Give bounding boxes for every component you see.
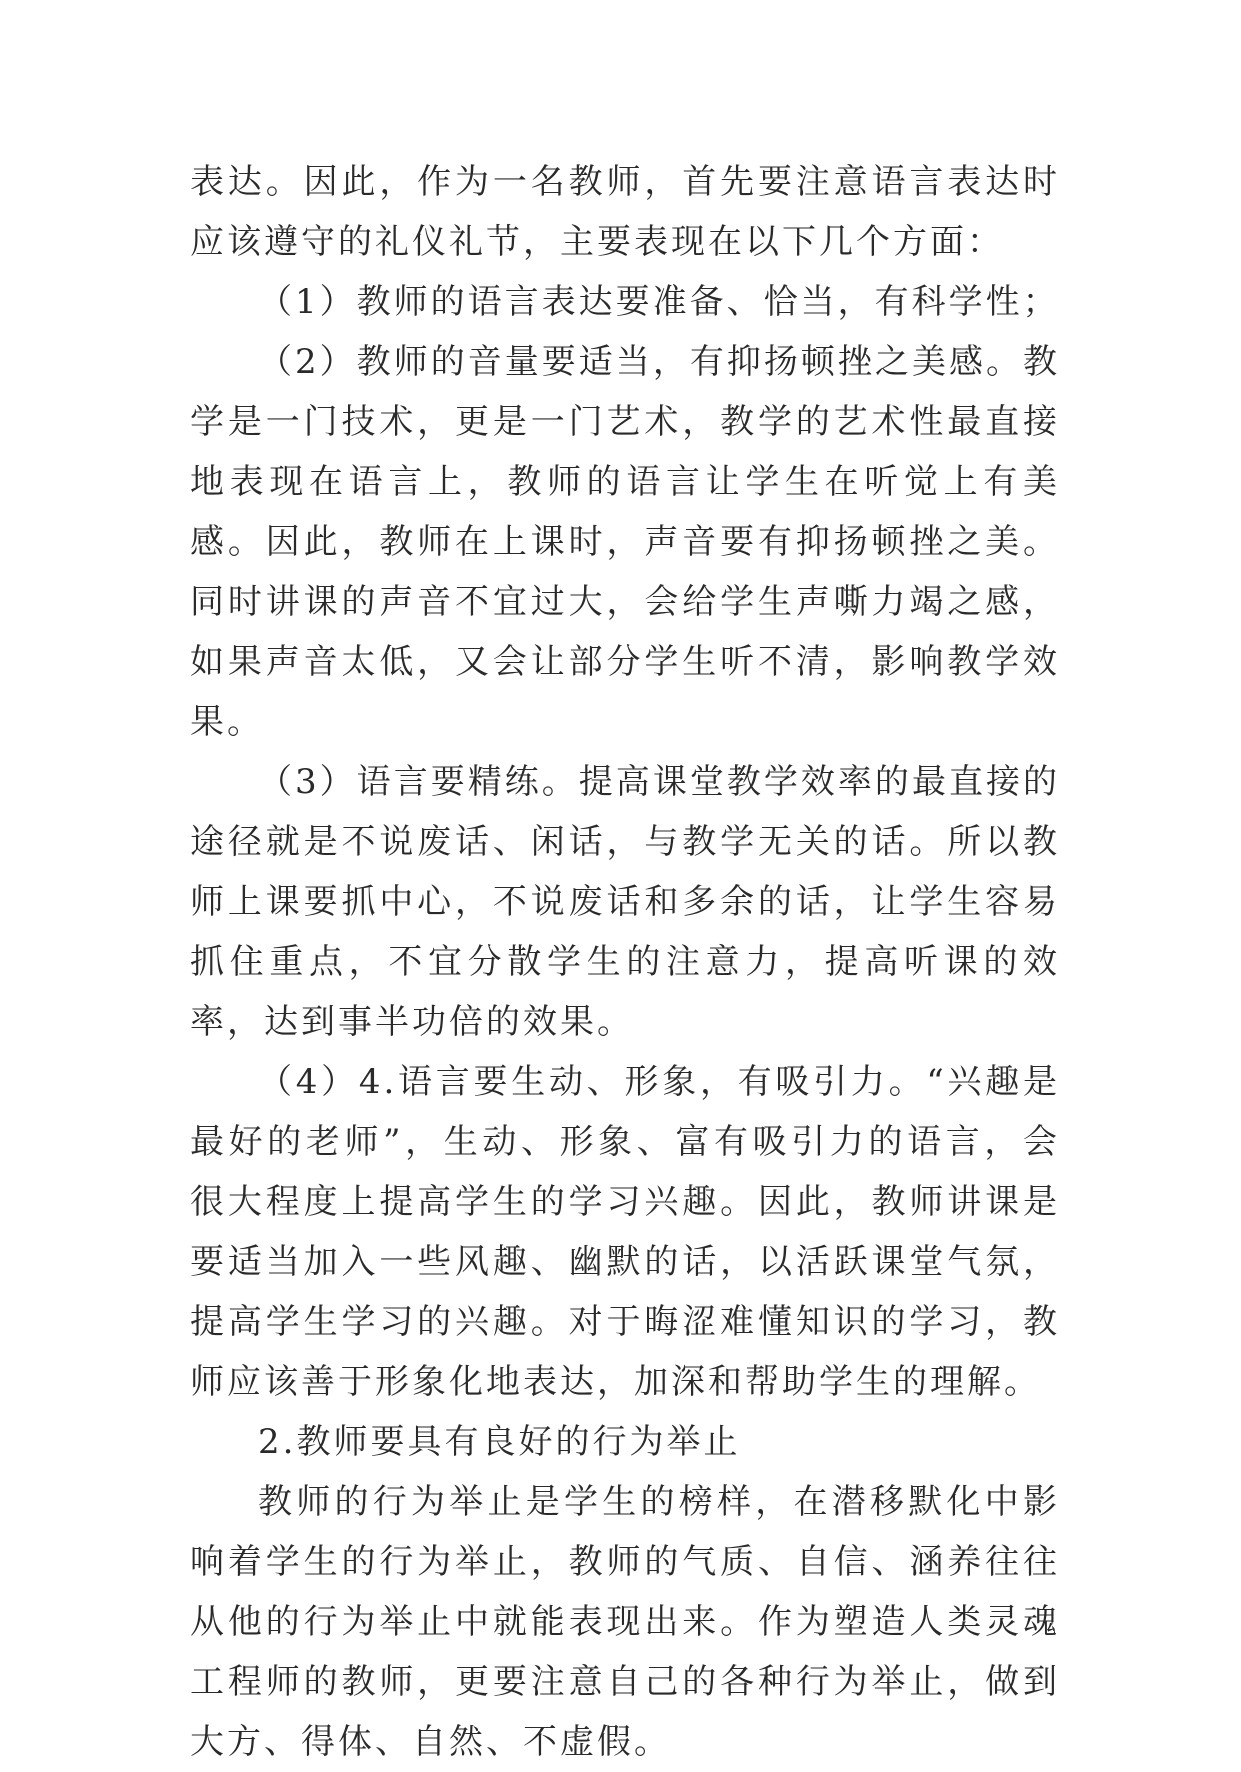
paragraph-point-3: （3）语言要精练。提高课堂教学效率的最直接的途径就是不说废话、闲话，与教学无关的话。所以教师上课要抓中心，不说废话和多余的话，让学生容易抓住重点，不宜分散学生的注意力，提高听课的效率，达到事半功倍的效果。 xyxy=(190,762,1060,1042)
document-body xyxy=(190,152,1060,1772)
paragraph-continuation: 表达。因此，作为一名教师，首先要注意语言表达时应该遵守的礼仪礼节，主要表现在以下几个方面： xyxy=(190,162,1060,262)
paragraph-point-2: （2）教师的音量要适当，有抑扬顿挫之美感。教学是一门技术，更是一门艺术，教学的艺术性最直接地表现在语言上，教师的语言让学生在听觉上有美感。因此，教师在上课时，声音要有抑扬顿挫之美。同时讲课的声音不宜过大，会给学生声嘶力竭之感，如果声音太低，又会让部分学生听不清，影响教学效果。 xyxy=(190,342,1060,742)
paragraph-point-4: （4）4.语言要生动、形象，有吸引力。“兴趣是最好的老师”，生动、形象、富有吸引力的语言，会很大程度上提高学生的学习兴趣。因此，教师讲课是要适当加入一些风趣、幽默的话，以活跃课堂气氛，提高学生学习的兴趣。对于晦涩难懂知识的学习，教师应该善于形象化地表达，加深和帮助学生的理解。 xyxy=(190,1062,1060,1402)
paragraph-behavior: 教师的行为举止是学生的榜样，在潜移默化中影响着学生的行为举止，教师的气质、自信、涵养往往从他的行为举止中就能表现出来。作为塑造人类灵魂工程师的教师，更要注意自己的各种行为举止，做到大方、得体、自然、不虚假。 xyxy=(190,1482,1060,1762)
paragraph-point-1: （1）教师的语言表达要准备、恰当，有科学性； xyxy=(258,282,1060,322)
section-heading: 2.教师要具有良好的行为举止 xyxy=(258,1422,741,1462)
